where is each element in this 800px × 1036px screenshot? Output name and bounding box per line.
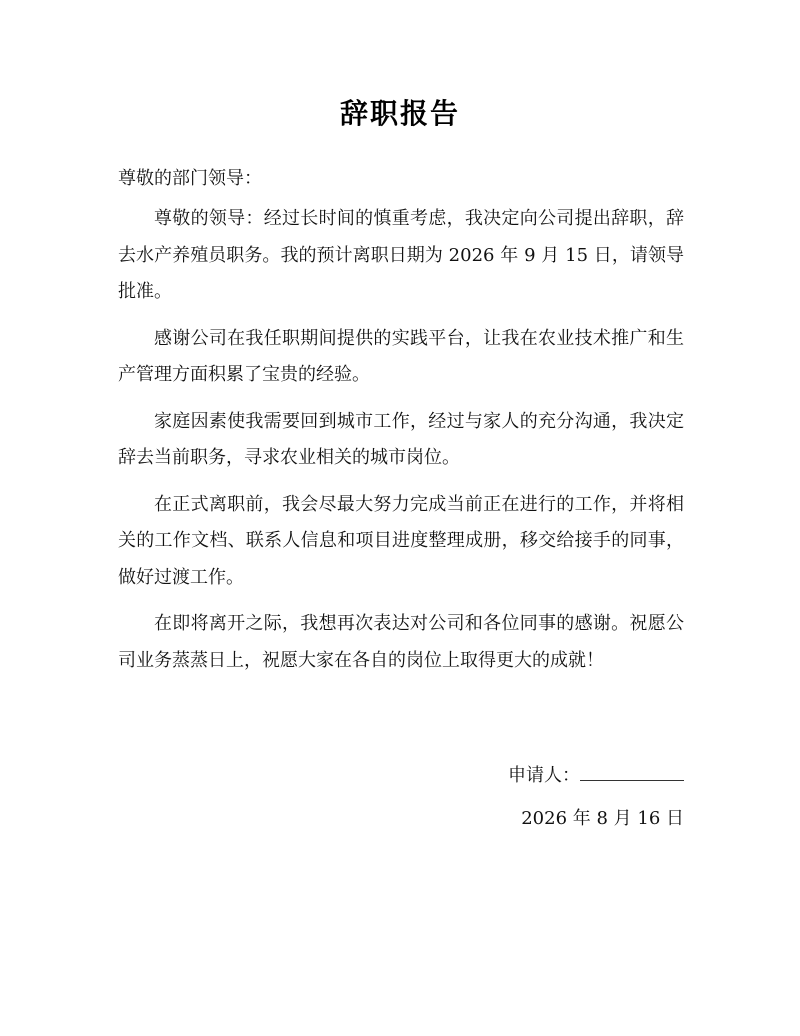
signature-block xyxy=(384,762,684,832)
applicant-signature-blank xyxy=(580,762,684,781)
letter-body xyxy=(118,161,684,679)
applicant-line xyxy=(384,762,684,788)
document-title: 辞职报告 xyxy=(339,97,460,130)
paragraph-closing: 在即将离开之际，我想再次表达对公司和各位同事的感谢。祝愿公司业务蒸蒸日上，祝愿大家在各自的岗位上取得更大的成就！ xyxy=(118,613,684,671)
paragraph-reason: 家庭因素使我需要回到城市工作，经过与家人的充分沟通，我决定辞去当前职务，寻求农业相关的城市岗位。 xyxy=(118,410,684,468)
paragraph-resignation: 尊敬的领导：经过长时间的慎重考虑，我决定向公司提出辞职，辞去水产养殖员职务。我的预计离职日期为 2026 年 9 月 15 日，请领导批准。 xyxy=(118,208,684,302)
paragraph-gratitude: 感谢公司在我任职期间提供的实践平台，让我在农业技术推广和生产管理方面积累了宝贵的经验。 xyxy=(118,327,684,385)
paragraph-handover: 在正式离职前，我会尽最大努力完成当前正在进行的工作，并将相关的工作文档、联系人信息和项目进度整理成册，移交给接手的同事，做好过渡工作。 xyxy=(118,493,684,588)
signature-date: 2026 年 8 月 16 日 xyxy=(521,808,684,829)
salutation: 尊敬的部门领导： xyxy=(118,168,262,189)
applicant-label: 申请人： xyxy=(508,765,580,786)
